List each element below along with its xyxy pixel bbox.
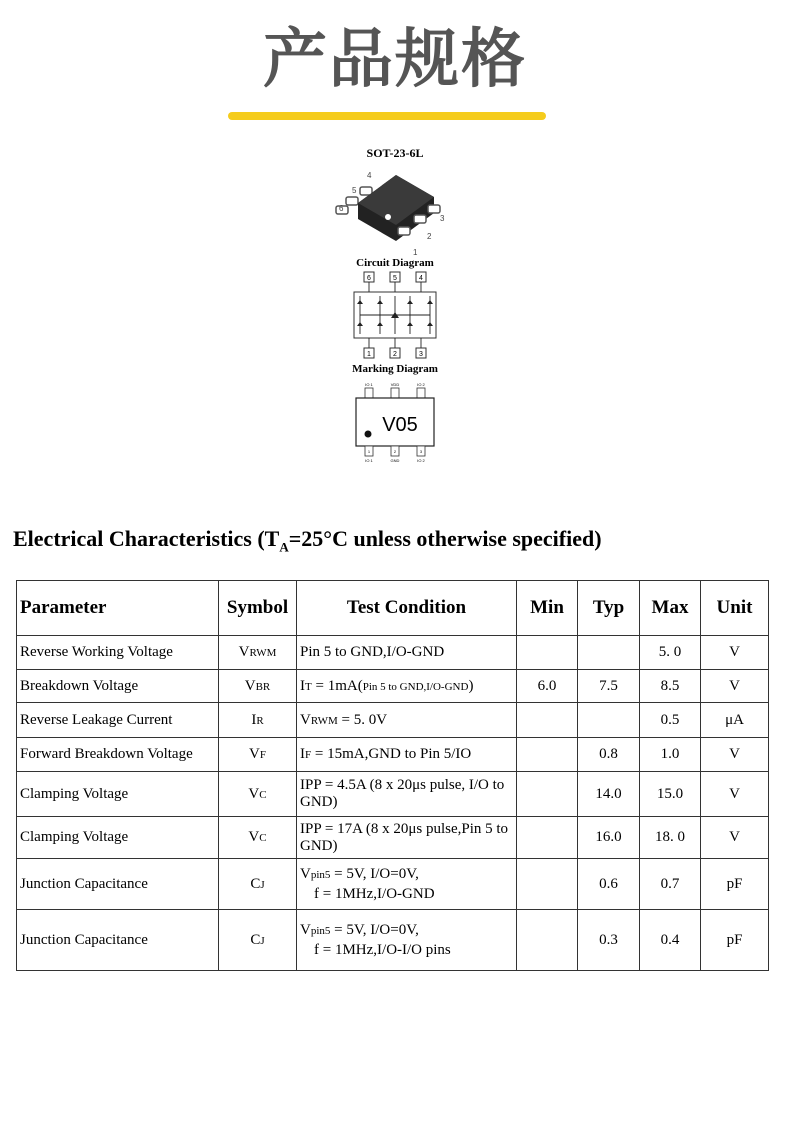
pin-lead xyxy=(398,227,410,235)
min-cell: 6.0 xyxy=(517,670,578,703)
marking-pin-index: 2 xyxy=(393,449,397,454)
unit-cell: μA xyxy=(701,703,769,738)
typ-cell: 0.6 xyxy=(578,859,640,910)
condition-cell: Vpin5 = 5V, I/O=0V, f = 1MHz,I/O-GND xyxy=(297,859,517,910)
marking-text: V05 xyxy=(382,414,418,436)
typ-cell: 0.8 xyxy=(578,738,640,772)
typ-cell xyxy=(578,703,640,738)
column-header: Min xyxy=(517,581,578,636)
typ-cell xyxy=(578,636,640,670)
table-row xyxy=(17,817,769,859)
pin-label: 1 xyxy=(413,248,418,257)
pin-label: 6 xyxy=(339,204,344,213)
marking-pin xyxy=(417,388,425,398)
pin-lead xyxy=(414,215,426,223)
symbol-cell: IR xyxy=(219,703,297,738)
min-cell xyxy=(517,738,578,772)
min-cell xyxy=(517,859,578,910)
marking-diagram-title: Marking Diagram xyxy=(352,363,438,375)
pin-lead xyxy=(346,197,358,205)
marking-pin-name: IO 1 xyxy=(365,458,373,463)
electrical-characteristics-heading xyxy=(13,526,602,555)
marking-pin-index: 1 xyxy=(367,449,371,454)
marking-pin-name: IO 2 xyxy=(417,382,425,387)
circuit-diagram-title: Circuit Diagram xyxy=(356,257,434,269)
condition-cell: IPP = 4.5A (8 x 20μs pulse, I/O to GND) xyxy=(297,772,517,817)
marking-diagram xyxy=(350,380,440,470)
unit-cell: V xyxy=(701,772,769,817)
package-name: SOT-23-6L xyxy=(366,146,424,160)
heading-text: Electrical Characteristics (T xyxy=(13,526,280,551)
max-cell: 0.7 xyxy=(640,859,701,910)
marking-pin-index: 3 xyxy=(419,449,423,454)
symbol-cell: VC xyxy=(219,772,297,817)
condition-cell: IF = 15mA,GND to Pin 5/IO xyxy=(297,738,517,772)
table-row xyxy=(17,910,769,971)
marking-pin-name: IO 2 xyxy=(417,458,425,463)
heading-subscript: A xyxy=(279,539,289,555)
unit-cell: V xyxy=(701,636,769,670)
parameter-cell: Breakdown Voltage xyxy=(17,670,219,703)
typ-cell: 0.3 xyxy=(578,910,640,971)
unit-cell: V xyxy=(701,817,769,859)
condition-cell: Pin 5 to GND,I/O-GND xyxy=(297,636,517,670)
symbol-cell: CJ xyxy=(219,859,297,910)
package-drawing xyxy=(330,165,460,260)
max-cell: 0.4 xyxy=(640,910,701,971)
typ-cell: 14.0 xyxy=(578,772,640,817)
unit-cell: pF xyxy=(701,859,769,910)
column-header: Unit xyxy=(701,581,769,636)
pin-label: 4 xyxy=(367,171,372,180)
unit-cell: pF xyxy=(701,910,769,971)
parameter-cell: Forward Breakdown Voltage xyxy=(17,738,219,772)
condition-cell: VRWM = 5. 0V xyxy=(297,703,517,738)
max-cell: 8.5 xyxy=(640,670,701,703)
pin-lead xyxy=(360,187,372,195)
marking-pin xyxy=(365,388,373,398)
circuit-pin-number: 3 xyxy=(419,351,423,358)
typ-cell: 16.0 xyxy=(578,817,640,859)
circuit-diagram xyxy=(350,270,440,360)
unit-cell: V xyxy=(701,738,769,772)
parameter-cell: Reverse Working Voltage xyxy=(17,636,219,670)
symbol-cell: CJ xyxy=(219,910,297,971)
min-cell xyxy=(517,772,578,817)
pin-label: 2 xyxy=(427,232,432,241)
condition-cell: IPP = 17A (8 x 20μs pulse,Pin 5 to GND) xyxy=(297,817,517,859)
column-header: Symbol xyxy=(219,581,297,636)
electrical-characteristics-table xyxy=(16,580,769,971)
pin-label: 3 xyxy=(440,214,445,223)
marking-pin-name: VDD xyxy=(390,382,400,387)
table-header-row xyxy=(17,581,769,636)
column-header: Test Condition xyxy=(297,581,517,636)
marking-pin-name: IO 1 xyxy=(365,382,373,387)
typ-cell: 7.5 xyxy=(578,670,640,703)
pin-lead xyxy=(428,205,440,213)
unit-cell: V xyxy=(701,670,769,703)
table-row xyxy=(17,738,769,772)
parameter-cell: Clamping Voltage xyxy=(17,772,219,817)
table-row xyxy=(17,703,769,738)
max-cell: 18. 0 xyxy=(640,817,701,859)
marking-pin xyxy=(391,388,399,398)
symbol-cell: VF xyxy=(219,738,297,772)
parameter-cell: Reverse Leakage Current xyxy=(17,703,219,738)
pin-label: 5 xyxy=(352,186,357,195)
max-cell: 15.0 xyxy=(640,772,701,817)
table-row xyxy=(17,772,769,817)
symbol-cell: VBR xyxy=(219,670,297,703)
min-cell xyxy=(517,703,578,738)
parameter-cell: Junction Capacitance xyxy=(17,859,219,910)
page-title: 产品规格 xyxy=(263,23,527,97)
column-header: Typ xyxy=(578,581,640,636)
max-cell: 5. 0 xyxy=(640,636,701,670)
min-cell xyxy=(517,817,578,859)
symbol-cell: VC xyxy=(219,817,297,859)
circuit-pin-number: 6 xyxy=(367,275,371,282)
circuit-pin-number: 1 xyxy=(367,351,371,358)
marking-pin1-dot xyxy=(365,431,372,438)
condition-cell: Vpin5 = 5V, I/O=0V, f = 1MHz,I/O-I/O pins xyxy=(297,910,517,971)
min-cell xyxy=(517,910,578,971)
circuit-pin-number: 2 xyxy=(393,351,397,358)
symbol-cell: VRWM xyxy=(219,636,297,670)
heading-text: =25°C unless otherwise specified) xyxy=(288,526,602,551)
title-underline xyxy=(228,112,546,120)
parameter-cell: Junction Capacitance xyxy=(17,910,219,971)
max-cell: 1.0 xyxy=(640,738,701,772)
pin1-dot xyxy=(385,214,391,220)
condition-cell: IT = 1mA(Pin 5 to GND,I/O-GND) xyxy=(297,670,517,703)
table-row xyxy=(17,859,769,910)
marking-pin-name: GND xyxy=(390,458,400,463)
column-header: Max xyxy=(640,581,701,636)
parameter-cell: Clamping Voltage xyxy=(17,817,219,859)
circuit-pin-number: 4 xyxy=(419,275,423,282)
max-cell: 0.5 xyxy=(640,703,701,738)
table-row xyxy=(17,636,769,670)
min-cell xyxy=(517,636,578,670)
table-row xyxy=(17,670,769,703)
column-header: Parameter xyxy=(17,581,219,636)
circuit-pin-number: 5 xyxy=(393,275,397,282)
